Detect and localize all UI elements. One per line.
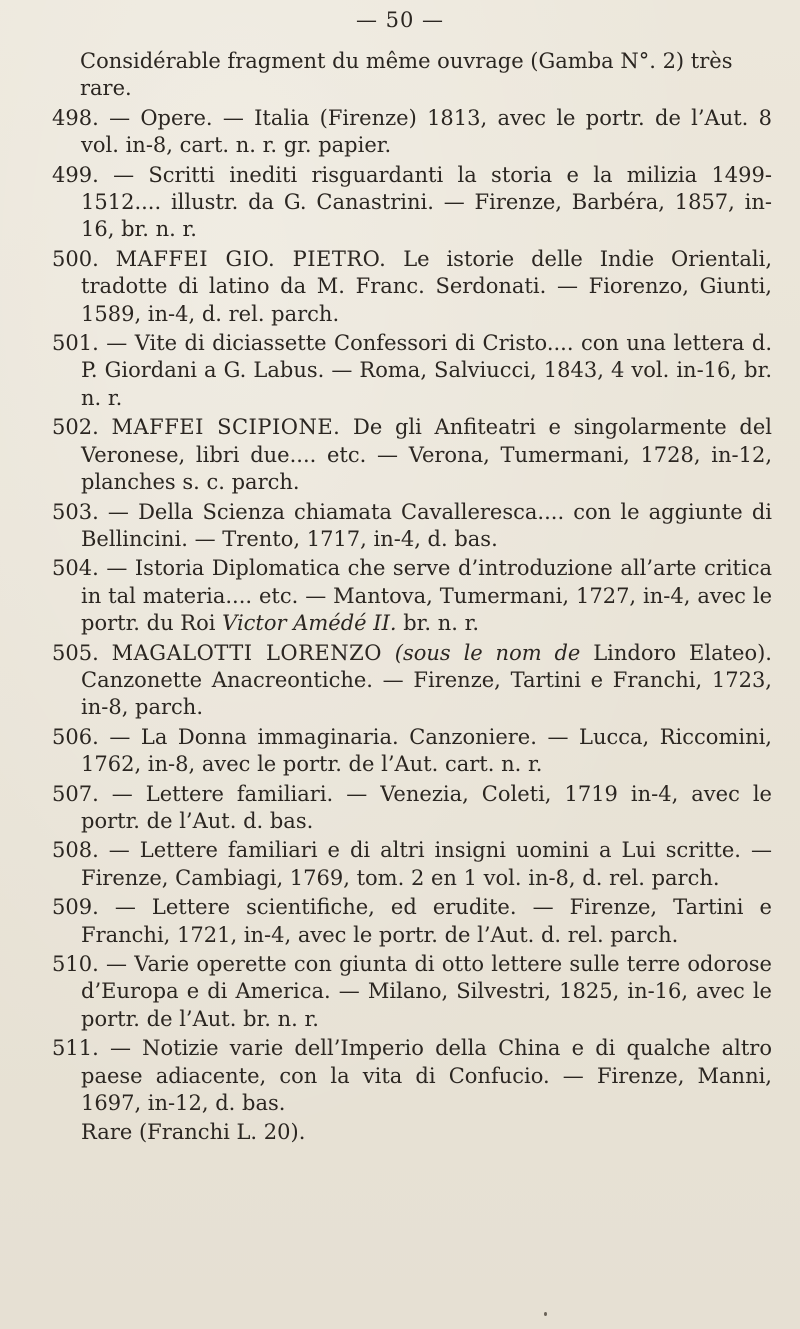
entry-number: 509. [52, 895, 99, 920]
entry-511 [52, 1035, 772, 1117]
entry-text: — Scritti inediti risguardanti la storia e la milizia 1499-1512.... illustr. da G. Canastrini. — Firenze, Barbéra, 1857, in-16, br. n. r. [81, 162, 772, 242]
entry-author: MAFFEI SCIPIONE. [111, 415, 341, 440]
entry-text: — Lettere familiari e di altri insigni uomini a Lui scritte. — Firenze, Cambiagi, 1769, tom. 2 en 1 vol. in-8, d. rel. parch. [81, 838, 772, 890]
entry-number: 501. [52, 331, 99, 356]
paper-speck [544, 1312, 547, 1316]
entry-508 [52, 837, 772, 892]
entry-number: 498. [52, 105, 99, 130]
entry-author: MAGALOTTI LORENZO [111, 640, 382, 665]
entry-number: 500. [52, 246, 99, 271]
entry-text: — Notizie varie dell’Imperio della China e di qualche altro paese adiacente, con la vita di Confucio. — Firenze, Manni, 1697, in-12, d. bas. [81, 1036, 772, 1116]
entry-503 [52, 499, 772, 554]
entry-number: 511. [52, 1036, 99, 1061]
entry-502 [52, 414, 772, 496]
entry-number: 507. [52, 781, 99, 806]
intro-line-1: Considérable fragment du même ouvrage (Gamba N°. 2) très [80, 49, 733, 73]
entry-504 [52, 555, 772, 637]
entry-number: 502. [52, 415, 99, 440]
entry-number: 505. [52, 640, 99, 665]
intro-line-2: rare. [80, 76, 132, 101]
entry-number: 504. [52, 556, 99, 581]
entry-text: Lindoro Elateo). Canzonette Anacreontiche. — Firenze, Tartini e Franchi, 1723, in-8, parch. [81, 640, 772, 720]
entry-number: 503. [52, 499, 99, 524]
entry-text: — Lettere scientifiche, ed erudite. — Firenze, Tartini e Franchi, 1721, in-4, avec le portr. de l’Aut. d. rel. parch. [81, 895, 772, 947]
entry-number: 510. [52, 952, 99, 976]
entry-498 [52, 105, 772, 160]
entry-text: Le istorie delle Indie Orientali, tradotte di latino da M. Franc. Serdonati. — Fiorenzo, Giunti, 1589, in-4, d. rel. parch. [81, 246, 772, 326]
entry-text: — Della Scienza chiamata Cavalleresca.... con le aggiunte di Bellincini. — Trento, 1717, in-4, d. bas. [81, 499, 772, 551]
entry-506 [52, 724, 772, 779]
entry-author: MAFFEI GIO. PIETRO. [115, 246, 387, 271]
entry-text: De gli Anfiteatri e singolarmente del Veronese, libri due.... etc. — Verona, Tumermani, 1728, in-12, planches s. c. parch. [81, 415, 772, 495]
entry-499 [52, 162, 772, 244]
entry-number: 499. [52, 162, 99, 187]
entry-number: 508. [52, 838, 99, 863]
entry-text: — Lettere familiari. — Venezia, Coleti, 1719 in-4, avec le portr. de l’Aut. d. bas. [81, 781, 772, 833]
entry-507 [52, 781, 772, 836]
page-number: — 50 — [355, 8, 445, 32]
intro-paragraph [52, 48, 772, 103]
catalogue-body [52, 48, 772, 1149]
entry-501 [52, 330, 772, 412]
entry-text: — Opere. — Italia (Firenze) 1813, avec le portr. de l’Aut. 8 vol. in-8, cart. n. r. gr. papier. [81, 105, 772, 158]
entry-500 [52, 246, 772, 328]
entry-italic: Victor Amédé II. [222, 611, 397, 636]
entry-tail: br. n. r. [403, 611, 480, 636]
entry-text: — Vite di diciassette Confessori di Cristo.... con una lettera d. P. Giordani a G. Labus. — Roma, Salviucci, 1843, 4 vol. in-16, br. n. r. [81, 331, 772, 410]
entry-text: — La Donna immaginaria. Canzoniere. — Lucca, Riccomini, 1762, in-8, avec le portr. de l’Aut. cart. n. r. [81, 724, 772, 777]
entry-number: 506. [52, 724, 99, 749]
entry-510 [52, 951, 772, 1033]
entry-italic: (sous le nom de [394, 640, 581, 665]
entry-note: Rare (Franchi L. 20). [81, 1120, 306, 1145]
entry-text: — Varie operette con giunta di otto lettere sulle terre odorose d’Europa e di America. — Milano, Silvestri, 1825, in-16, avec le portr. de l’Aut. br. n. r. [81, 952, 772, 1031]
entry-text: — Istoria Diplomatica che serve d’introduzione all’arte critica in tal materia.... etc. — Mantova, Tumermani, 1727, in-4, avec le portr. du Roi [81, 556, 772, 636]
entry-509 [52, 894, 772, 949]
entry-505 [52, 640, 772, 722]
